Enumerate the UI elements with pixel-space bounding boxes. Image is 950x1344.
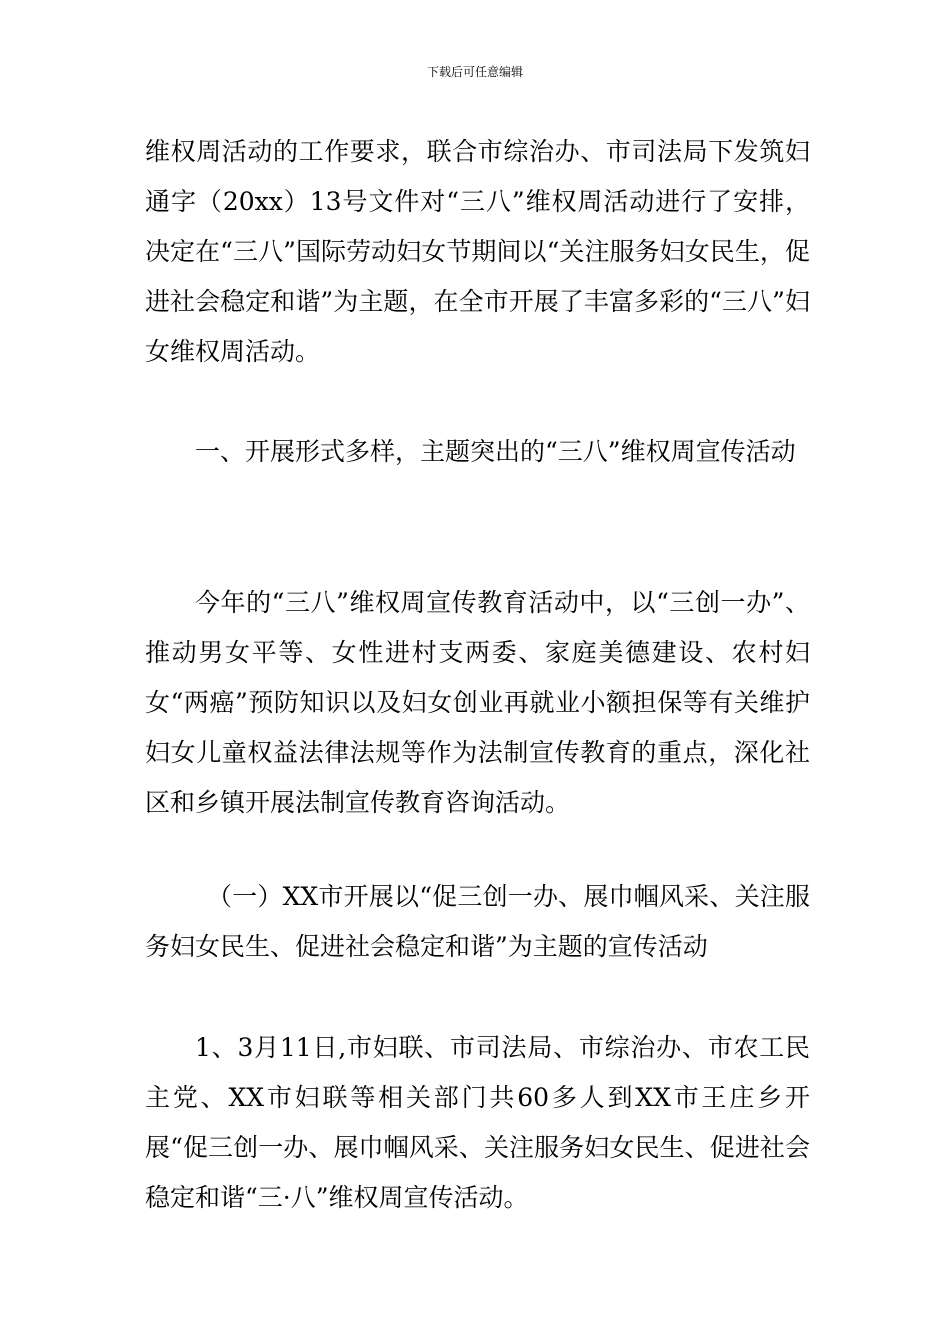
paragraph-publicity: 今年的“三八”维权周宣传教育活动中，以“三创一办”、推动男女平等、女性进村支两委、家庭美德建设、农村妇女“两癌”预防知识以及妇女创业再就业小额担保等有关维护妇女儿童权益法律法规等作为法制宣传教育的重点，深化社区和乡镇开展法制宣传教育咨询活动。 xyxy=(145,588,810,817)
paragraph-intro: 维权周活动的工作要求，联合市综治办、市司法局下发筑妇通字（20xx）13号文件对“三八”维权周活动进行了安排，决定在“三八”国际劳动妇女节期间以“关注服务妇女民生，促进社会稳定和谐”为主题，在全市开展了丰富多彩的“三八”妇女维权周活动。 xyxy=(145,137,810,366)
paragraph-item-1: 1、3月11日,市妇联、市司法局、市综治办、市农工民主党、XX市妇联等相关部门共60多人到XX市王庄乡开展“促三创一办、展巾帼风采、关注服务妇女民生、促进社会稳定和谐“三·八”维权周宣传活动。 xyxy=(145,1033,810,1212)
subsection-heading-1: （一）XX市开展以“促三创一办、展巾帼风采、关注服务妇女民生、促进社会稳定和谐”为主题的宣传活动 xyxy=(145,882,810,961)
section-heading-1: 一、开展形式多样，主题突出的“三八”维权周宣传活动 xyxy=(195,437,796,466)
page-header-note: 下载后可任意编辑 xyxy=(426,65,523,79)
